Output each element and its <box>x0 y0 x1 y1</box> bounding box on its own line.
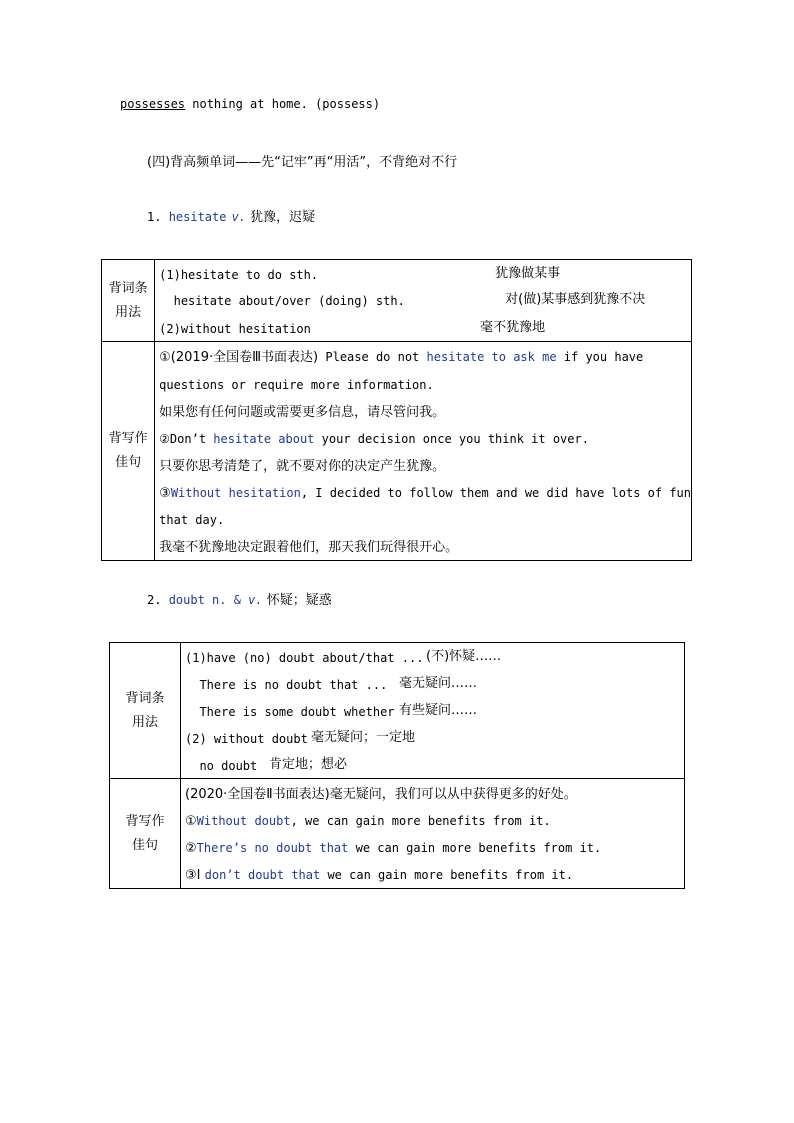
word2-sentences-row <box>110 779 685 889</box>
usage-line: There is some doubt whether 有些疑问…… <box>185 703 478 719</box>
sentence-line: ①(2019·全国卷Ⅲ书面表达) Please do not hesitate to ask me if you have <box>159 350 644 365</box>
sentence-line: ③I don’t doubt that we can gain more benefits from it. <box>185 868 574 883</box>
word1-title <box>147 206 315 225</box>
sentence-line: ②There’s no doubt that we can gain more benefits from it. <box>185 841 602 856</box>
usage-line: There is no doubt that ... 毫无疑问…… <box>185 676 478 692</box>
usage-line: (2)without hesitation 毫不犹豫地 <box>159 320 546 336</box>
usage-line: (1)hesitate to do sth. 犹豫做某事 <box>159 266 561 282</box>
word1-sentences-cell <box>155 342 692 561</box>
sentence-line: 只要你思考清楚了，就不要对你的决定产生犹豫。 <box>159 459 446 474</box>
sentence-line: (2020·全国卷Ⅱ书面表达)毫无疑问，我们可以从中获得更多的好处。 <box>185 787 577 802</box>
word1-word: hesitate <box>168 210 227 224</box>
word1-pos: v. <box>231 210 247 224</box>
sentence-line: ①Without doubt, we can gain more benefits from it. <box>185 814 551 829</box>
word1-usage-row <box>102 260 692 342</box>
sentence-line: ②Don’t hesitate about your decision once you think it over. <box>159 432 589 446</box>
word2-title <box>147 589 332 608</box>
top-line <box>120 97 380 111</box>
word2-meaning: 怀疑；疑惑 <box>262 593 332 608</box>
word1-usage-header: 背词条用法 <box>102 260 155 342</box>
word1-usage-cell <box>155 260 692 342</box>
sentence-line: ③Without hesitation, I decided to follow them and we did have lots of fun <box>159 486 691 501</box>
word1-table <box>101 259 692 561</box>
word2-word: doubt n. & <box>168 593 249 607</box>
sentence-line: questions or require more information. <box>159 378 434 392</box>
word2-number: 2. <box>147 593 169 607</box>
top-line-rest: nothing at home. (possess) <box>185 97 381 111</box>
word2-sentences-header: 背写作佳句 <box>110 779 181 889</box>
word2-table <box>109 642 685 889</box>
underlined-word: possesses <box>120 97 186 111</box>
sentence-line: that day. <box>159 513 225 527</box>
word2-sentences-cell <box>181 779 685 889</box>
word2-usage-header: 背词条用法 <box>110 643 181 779</box>
section-heading: (四)背高频单词——先“记牢”再“用活”，不背绝对不行 <box>147 155 458 170</box>
sentence-line: 我毫不犹豫地决定跟着他们，那天我们玩得很开心。 <box>159 540 459 555</box>
word1-meaning: 犹豫，迟疑 <box>246 210 316 225</box>
word2-usage-cell <box>181 643 685 779</box>
word1-sentences-header: 背写作佳句 <box>102 342 155 561</box>
word1-sentences-row <box>102 342 692 561</box>
sentence-line: 如果您有任何问题或需要更多信息，请尽管问我。 <box>159 405 446 420</box>
usage-line: (2) without doubt 毫无疑问；一定地 <box>185 730 416 746</box>
word2-usage-row <box>110 643 685 779</box>
usage-line: no doubt 肯定地；想必 <box>185 757 348 773</box>
usage-line: (1)have (no) doubt about/that ... (不)怀疑…… <box>185 649 502 665</box>
word1-number: 1. <box>147 210 169 224</box>
word2-pos: v. <box>248 593 263 607</box>
usage-line: hesitate about/over (doing) sth. 对(做)某事感到犹豫不决 <box>159 292 646 308</box>
